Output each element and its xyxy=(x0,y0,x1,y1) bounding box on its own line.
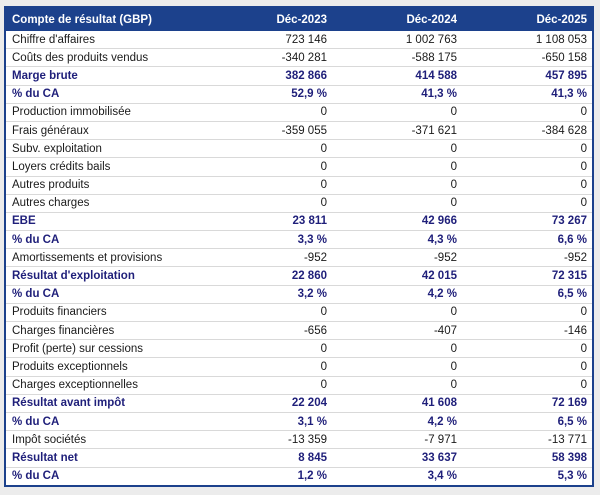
table-row xyxy=(6,103,592,121)
row-label: % du CA xyxy=(6,85,202,103)
cell-value: 0 xyxy=(332,176,462,194)
table-row xyxy=(6,67,592,85)
cell-value: -13 359 xyxy=(202,431,332,449)
cell-value: 0 xyxy=(332,340,462,358)
table-row xyxy=(6,176,592,194)
row-label: Impôt sociétés xyxy=(6,431,202,449)
cell-value: -146 xyxy=(462,322,592,340)
table-row xyxy=(6,49,592,67)
row-label: Autres charges xyxy=(6,194,202,212)
cell-value: 3,3 % xyxy=(202,231,332,249)
cell-value: 33 637 xyxy=(332,449,462,467)
cell-value: 0 xyxy=(202,340,332,358)
cell-value: 414 588 xyxy=(332,67,462,85)
cell-value: -13 771 xyxy=(462,431,592,449)
cell-value: 0 xyxy=(462,358,592,376)
cell-value: 0 xyxy=(202,158,332,176)
column-header-dec-2024: Déc-2024 xyxy=(332,8,462,31)
table-row xyxy=(6,376,592,394)
cell-value: 52,9 % xyxy=(202,85,332,103)
cell-value: 0 xyxy=(202,176,332,194)
table-row xyxy=(6,231,592,249)
cell-value: 457 895 xyxy=(462,67,592,85)
cell-value: 0 xyxy=(202,103,332,121)
cell-value: 0 xyxy=(462,303,592,321)
cell-value: 0 xyxy=(332,103,462,121)
row-label: % du CA xyxy=(6,412,202,430)
cell-value: 1 108 053 xyxy=(462,31,592,49)
cell-value: 0 xyxy=(202,140,332,158)
cell-value: 41,3 % xyxy=(462,85,592,103)
cell-value: 0 xyxy=(462,158,592,176)
table-row xyxy=(6,340,592,358)
row-label: Produits exceptionnels xyxy=(6,358,202,376)
cell-value: 3,4 % xyxy=(332,467,462,485)
cell-value: 0 xyxy=(462,194,592,212)
cell-value: 0 xyxy=(462,176,592,194)
table-row xyxy=(6,394,592,412)
cell-value: -656 xyxy=(202,322,332,340)
table-row xyxy=(6,212,592,230)
table-row xyxy=(6,121,592,139)
cell-value: -384 628 xyxy=(462,121,592,139)
row-label: % du CA xyxy=(6,467,202,485)
cell-value: 4,2 % xyxy=(332,412,462,430)
row-label: Charges exceptionnelles xyxy=(6,376,202,394)
cell-value: 0 xyxy=(332,376,462,394)
cell-value: -952 xyxy=(202,249,332,267)
cell-value: 5,3 % xyxy=(462,467,592,485)
table-row xyxy=(6,249,592,267)
table-row xyxy=(6,412,592,430)
cell-value: -340 281 xyxy=(202,49,332,67)
cell-value: 41 608 xyxy=(332,394,462,412)
row-label: Résultat d'exploitation xyxy=(6,267,202,285)
table-row xyxy=(6,158,592,176)
income-statement-table xyxy=(4,6,594,487)
cell-value: 0 xyxy=(462,376,592,394)
cell-value: 0 xyxy=(332,158,462,176)
table-row xyxy=(6,322,592,340)
cell-value: 6,5 % xyxy=(462,285,592,303)
cell-value: 0 xyxy=(202,376,332,394)
row-label: Subv. exploitation xyxy=(6,140,202,158)
cell-value: 0 xyxy=(202,358,332,376)
cell-value: 42 015 xyxy=(332,267,462,285)
table-row xyxy=(6,467,592,485)
row-label: Profit (perte) sur cessions xyxy=(6,340,202,358)
table-row xyxy=(6,31,592,49)
row-label: % du CA xyxy=(6,285,202,303)
cell-value: -7 971 xyxy=(332,431,462,449)
row-label: EBE xyxy=(6,212,202,230)
row-label: Coûts des produits vendus xyxy=(6,49,202,67)
cell-value: 41,3 % xyxy=(332,85,462,103)
cell-value: 1,2 % xyxy=(202,467,332,485)
cell-value: 0 xyxy=(332,194,462,212)
cell-value: 382 866 xyxy=(202,67,332,85)
cell-value: 73 267 xyxy=(462,212,592,230)
cell-value: -952 xyxy=(332,249,462,267)
cell-value: 0 xyxy=(202,303,332,321)
cell-value: -359 055 xyxy=(202,121,332,139)
row-label: Amortissements et provisions xyxy=(6,249,202,267)
column-header-dec-2025: Déc-2025 xyxy=(462,8,592,31)
table-row xyxy=(6,431,592,449)
row-label: Production immobilisée xyxy=(6,103,202,121)
cell-value: 0 xyxy=(462,140,592,158)
cell-value: 72 315 xyxy=(462,267,592,285)
row-label: Autres produits xyxy=(6,176,202,194)
cell-value: 4,2 % xyxy=(332,285,462,303)
cell-value: -952 xyxy=(462,249,592,267)
cell-value: 22 204 xyxy=(202,394,332,412)
cell-value: 0 xyxy=(202,194,332,212)
cell-value: 6,5 % xyxy=(462,412,592,430)
cell-value: 58 398 xyxy=(462,449,592,467)
cell-value: -588 175 xyxy=(332,49,462,67)
cell-value: 8 845 xyxy=(202,449,332,467)
cell-value: 0 xyxy=(332,303,462,321)
row-label: Charges financières xyxy=(6,322,202,340)
cell-value: 1 002 763 xyxy=(332,31,462,49)
table-row xyxy=(6,303,592,321)
table-row xyxy=(6,285,592,303)
table-title: Compte de résultat (GBP) xyxy=(6,8,202,31)
table-row xyxy=(6,194,592,212)
income-statement-grid xyxy=(6,8,592,485)
row-label: Chiffre d'affaires xyxy=(6,31,202,49)
table-row xyxy=(6,449,592,467)
row-label: Produits financiers xyxy=(6,303,202,321)
cell-value: 42 966 xyxy=(332,212,462,230)
cell-value: 72 169 xyxy=(462,394,592,412)
cell-value: 4,3 % xyxy=(332,231,462,249)
header-row xyxy=(6,8,592,31)
row-label: Résultat net xyxy=(6,449,202,467)
cell-value: -650 158 xyxy=(462,49,592,67)
cell-value: 3,2 % xyxy=(202,285,332,303)
cell-value: 0 xyxy=(332,140,462,158)
cell-value: 23 811 xyxy=(202,212,332,230)
table-row xyxy=(6,85,592,103)
cell-value: 0 xyxy=(462,103,592,121)
cell-value: -371 621 xyxy=(332,121,462,139)
cell-value: 3,1 % xyxy=(202,412,332,430)
row-label: Frais généraux xyxy=(6,121,202,139)
cell-value: 723 146 xyxy=(202,31,332,49)
cell-value: -407 xyxy=(332,322,462,340)
table-row xyxy=(6,358,592,376)
row-label: Résultat avant impôt xyxy=(6,394,202,412)
cell-value: 0 xyxy=(332,358,462,376)
cell-value: 6,6 % xyxy=(462,231,592,249)
cell-value: 0 xyxy=(462,340,592,358)
table-row xyxy=(6,140,592,158)
column-header-dec-2023: Déc-2023 xyxy=(202,8,332,31)
row-label: Loyers crédits bails xyxy=(6,158,202,176)
row-label: Marge brute xyxy=(6,67,202,85)
row-label: % du CA xyxy=(6,231,202,249)
table-row xyxy=(6,267,592,285)
cell-value: 22 860 xyxy=(202,267,332,285)
